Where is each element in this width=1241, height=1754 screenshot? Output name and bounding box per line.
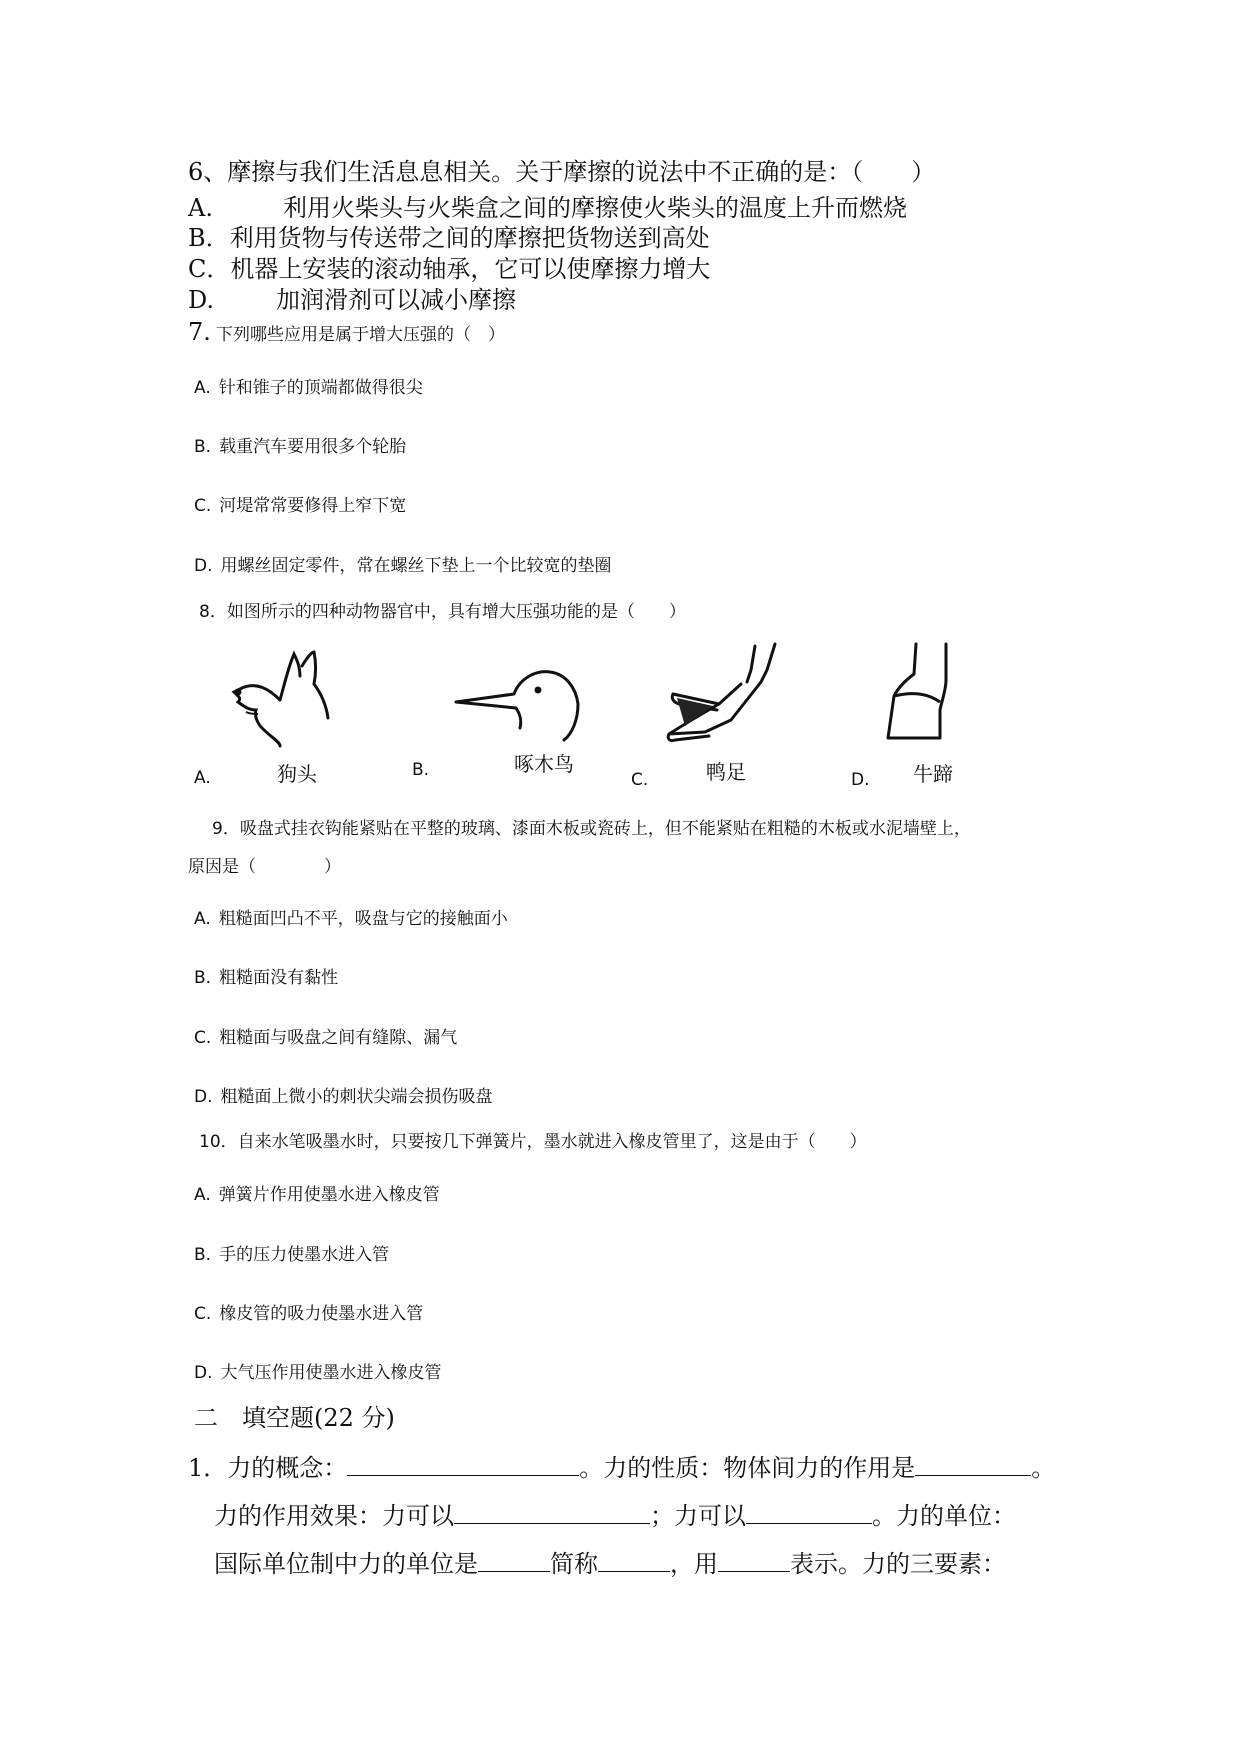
fill-line-3 (214, 1544, 1006, 1579)
answer-blank[interactable] (347, 1453, 579, 1476)
option-label: B. (194, 968, 212, 988)
option-text: 机器上安装的滚动轴承，它可以使摩擦力增大 (230, 255, 711, 283)
option-text: 利用货物与传送带之间的摩擦把货物送到高处 (229, 224, 710, 252)
fill-text: 力的概念： (227, 1454, 348, 1482)
fill-text: 国际单位制中力的单位是 (214, 1550, 478, 1578)
q6-option-b (188, 218, 710, 253)
q10-option-c (194, 1299, 423, 1324)
option-label: C. (194, 1304, 212, 1324)
q8-caption: 牛蹄 (913, 762, 953, 786)
q9-option-b (194, 963, 338, 988)
fill-text: 。力的性质：物体间力的作用是 (579, 1454, 916, 1482)
option-label: D. (194, 1087, 213, 1107)
option-text: 粗糙面凹凸不平，吸盘与它的接触面小 (218, 909, 508, 929)
answer-blank[interactable] (718, 1549, 790, 1572)
option-text: 大气压作用使墨水进入橡皮管 (220, 1363, 442, 1383)
q10-option-b (194, 1240, 389, 1265)
option-text: 用螺丝固定零件，常在螺丝下垫上一个比较宽的垫圈 (220, 556, 612, 576)
q7-option-d (194, 551, 612, 576)
woodpecker-head-icon (454, 664, 584, 744)
option-label: D. (194, 556, 213, 576)
option-label: D. (188, 286, 215, 314)
dog-head-icon (228, 648, 338, 748)
q10-stem: 10．自来水笔吸墨水时，只要按几下弹簧片，墨水就进入橡皮管里了，这是由于（ ） (199, 1132, 867, 1152)
q6-stem: 6、摩擦与我们生活息息相关。关于摩擦的说法中不正确的是：（ ） (188, 158, 936, 186)
option-label: A. (194, 378, 211, 398)
q7-stem (188, 318, 505, 346)
option-label: C． (188, 255, 231, 283)
q7-stem-text: 下列哪些应用是属于增大压强的（ ） (216, 325, 505, 345)
answer-blank[interactable] (746, 1501, 872, 1524)
q10-option-d (194, 1358, 442, 1383)
duck-foot-icon (665, 640, 785, 750)
option-text: 加润滑剂可以减小摩擦 (276, 286, 517, 314)
option-label: A. (194, 909, 211, 929)
fill-text: 力的作用效果：力可以 (214, 1502, 454, 1530)
answer-blank[interactable] (915, 1453, 1031, 1476)
q7-option-b (194, 432, 406, 457)
option-text: 河堤常常要修得上窄下宽 (219, 496, 407, 516)
q8-option-label: B. (412, 760, 430, 780)
option-label: B. (194, 1245, 212, 1265)
fill-text: 。力的单位： (872, 1502, 1016, 1530)
q8-option-label: A. (194, 768, 211, 788)
q8-option-label: C. (631, 770, 649, 790)
fill-text: ；力可以 (650, 1502, 746, 1530)
q8-caption: 鸭足 (706, 760, 746, 784)
answer-blank[interactable] (598, 1549, 670, 1572)
fill-text: 表示。力的三要素： (790, 1550, 1006, 1578)
cow-hoof-icon (880, 640, 960, 750)
option-label: C. (194, 496, 212, 516)
option-label: A. (194, 1185, 211, 1205)
q9-stem-line1: 9．吸盘式挂衣钩能紧贴在平整的玻璃、漆面木板或瓷砖上，但不能紧贴在粗糙的木板或水泥墙壁上， (212, 819, 971, 839)
option-label: B. (194, 437, 212, 457)
fill-line-1 (188, 1448, 1055, 1483)
option-text: 粗糙面与吸盘之间有缝隙、漏气 (219, 1028, 458, 1048)
fill-text: 简称 (550, 1550, 598, 1578)
fill-text: 。 (1031, 1454, 1056, 1482)
option-text: 载重汽车要用很多个轮胎 (219, 437, 407, 457)
option-label: B． (188, 224, 230, 252)
option-label: A. (188, 194, 213, 222)
q6-option-c (188, 249, 710, 284)
q8-caption: 狗头 (277, 762, 317, 786)
section-heading: 二 填空题(22 分) (194, 1404, 395, 1432)
q7-option-a (194, 373, 423, 398)
answer-blank[interactable] (478, 1549, 550, 1572)
answer-blank[interactable] (454, 1501, 650, 1524)
q9-option-a (194, 904, 508, 929)
option-label: D. (194, 1363, 213, 1383)
q9-option-d (194, 1082, 493, 1107)
q9-stem-line2: 原因是（ ） (188, 857, 341, 877)
option-text: 橡皮管的吸力使墨水进入管 (219, 1304, 424, 1324)
q8-caption: 啄木鸟 (514, 752, 574, 776)
fill-text: ，用 (670, 1550, 718, 1578)
q9-option-c (194, 1023, 457, 1048)
option-text: 粗糙面没有黏性 (219, 968, 339, 988)
fill-line-2 (214, 1496, 1016, 1531)
option-text: 弹簧片作用使墨水进入橡皮管 (218, 1185, 440, 1205)
option-text: 针和锥子的顶端都做得很尖 (218, 378, 423, 398)
option-text: 粗糙面上微小的刺状尖端会损伤吸盘 (220, 1087, 493, 1107)
q7-option-c (194, 491, 406, 516)
option-text: 手的压力使墨水进入管 (219, 1245, 390, 1265)
q8-option-label: D. (851, 770, 870, 790)
q8-stem: 8．如图所示的四种动物器官中，具有增大压强功能的是（ ） (199, 602, 686, 622)
option-label: C. (194, 1028, 212, 1048)
question-number: 1． (188, 1454, 228, 1482)
q7-number: 7. (188, 318, 211, 346)
q10-option-a (194, 1180, 440, 1205)
q6-option-d (188, 280, 516, 315)
option-text: 利用火柴头与火柴盒之间的摩擦使火柴头的温度上升而燃烧 (282, 194, 907, 222)
